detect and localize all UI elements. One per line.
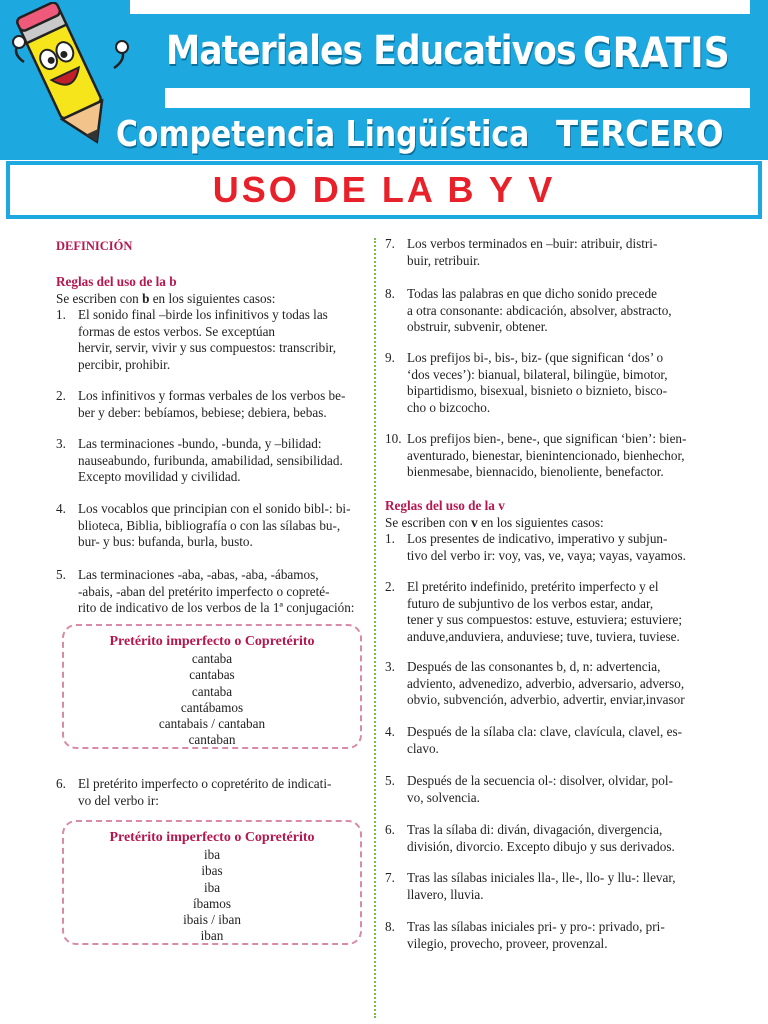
rule-line: Después de la sílaba cla: clave, clavícula, clavel, es- xyxy=(407,724,682,739)
header-grade: TERCERO xyxy=(556,114,724,155)
rule-number: 4. xyxy=(385,724,395,739)
conjugation-form: iba xyxy=(203,847,221,863)
rule-line: futuro de subjuntivo de los verbos estar, andar, xyxy=(407,595,654,611)
conjugation-form: ibais / iban xyxy=(183,912,241,928)
rule-line: llavero, lluvia. xyxy=(407,886,484,902)
rule-text xyxy=(407,236,694,269)
rule-line: vo, solvencia. xyxy=(407,789,480,805)
rule-line: Los vocablos que principian con el sonido bibl-: bi- xyxy=(78,501,351,516)
rule-text xyxy=(78,388,366,421)
conjugation-form: íbamos xyxy=(192,895,232,911)
rule-line: blioteca, Biblia, bibliografía o con las sílabas bu-, xyxy=(78,517,341,533)
rule-line: -abais, -aban del pretérito imperfecto o copreté- xyxy=(78,583,330,599)
rule-line: Tras la sílaba di: diván, divagación, divergencia, xyxy=(407,822,663,837)
rule-text xyxy=(78,436,366,486)
rule-line: aventurado, bienestar, bienintencionado, bienhechor, xyxy=(407,447,685,463)
rule-line: buir, retribuir. xyxy=(407,252,481,268)
rule-number: 6. xyxy=(56,776,66,791)
conjugation-table-cantar xyxy=(62,624,362,749)
rule-number: 10. xyxy=(385,431,402,446)
rule-line: vo del verbo ir: xyxy=(78,792,159,808)
rule-line: tener y sus compuestos: estuve, estuviera; estuviere; xyxy=(407,612,683,628)
rule-line: hervir, servir, vivir y sus compuestos: transcribir, xyxy=(78,340,337,356)
header-title: Materiales Educativos xyxy=(166,28,576,74)
conjugation-form: cantaban xyxy=(188,732,236,748)
conjugation-form: cantaba xyxy=(191,683,233,699)
conjugation-form: iba xyxy=(203,879,221,895)
rule-line: El pretérito imperfecto o copretérito de indicati- xyxy=(78,776,332,791)
conjugation-form: cantábamos xyxy=(180,699,244,715)
conjugation-form: cantabas xyxy=(189,667,235,683)
rule-number: 5. xyxy=(56,567,66,582)
rule-number: 3. xyxy=(56,436,66,451)
rule-text xyxy=(407,350,694,416)
rule-line: Tras las sílabas iniciales pri- y pro-: privado, pri- xyxy=(407,919,665,934)
rule-line: bur- y bus: bufanda, burla, busto. xyxy=(78,534,253,550)
rule-line: obvio, subvención, adverbio, advertir, enviar,invasor xyxy=(407,692,685,708)
banner-stripe-top xyxy=(130,0,750,14)
rule-line: Todas las palabras en que dicho sonido precede xyxy=(407,286,657,301)
rule-number: 2. xyxy=(56,388,66,403)
conjugation-form: cantabais / cantaban xyxy=(158,716,266,732)
rule-number: 7. xyxy=(385,236,395,251)
header-subtitle: Competencia Lingüística xyxy=(116,114,530,155)
rule-text xyxy=(78,776,366,809)
rule-number: 3. xyxy=(385,659,395,674)
rule-text xyxy=(78,501,366,551)
banner-stripe-middle xyxy=(165,88,750,108)
rule-line: Las terminaciones -aba, -abas, -aba, -ábamos, xyxy=(78,567,319,582)
rule-text xyxy=(407,431,694,481)
b-rules-intro: Se escriben con b en los siguientes casos: xyxy=(56,291,276,306)
rule-text xyxy=(407,870,694,903)
rule-text xyxy=(407,773,694,806)
v-rules-heading: Reglas del uso de la v xyxy=(385,498,505,513)
rule-line: percibir, prohibir. xyxy=(78,356,171,372)
rule-text xyxy=(407,531,694,564)
rule-number: 1. xyxy=(385,531,395,546)
rule-text xyxy=(407,724,694,757)
rule-line: Los prefijos bi-, bis-, biz- (que significan ‘dos’ o xyxy=(407,350,664,365)
section-label: DEFINICIÓN xyxy=(56,239,133,253)
pencil-mascot-icon xyxy=(10,2,130,152)
rule-line: Los verbos terminados en –buir: atribuir, distri- xyxy=(407,236,658,251)
rule-line: anduve,anduviera, anduviese; tuve, tuviera, tuviese. xyxy=(407,628,680,644)
rule-line: ber y deber: bebíamos, bebiese; debiera, bebas. xyxy=(78,404,327,420)
rule-text xyxy=(407,659,694,709)
rule-line: Los prefijos bien-, bene-, que significan ‘bien’: bien- xyxy=(407,431,687,446)
column-divider xyxy=(374,238,376,1018)
rule-number: 6. xyxy=(385,822,395,837)
rule-line: formas de estos verbos. Se exceptúan xyxy=(78,323,276,339)
rule-line: bienmesabe, biennacido, bienoliente, benefactor. xyxy=(407,464,664,480)
rule-line: Los infinitivos y formas verbales de los verbos be- xyxy=(78,388,346,403)
rule-line: cho o bizcocho. xyxy=(407,399,491,415)
rule-line: obstruir, subvenir, obtener. xyxy=(407,319,548,335)
conjugation-title: Pretérito imperfecto o Copretérito xyxy=(109,634,315,649)
rule-text xyxy=(78,567,366,617)
rule-line: Después de las consonantes b, d, n: advertencia, xyxy=(407,659,661,674)
rule-line: adviento, advenedizo, adverbio, adversario, adverso, xyxy=(407,675,685,691)
title-box xyxy=(6,161,762,219)
rule-line: Los presentes de indicativo, imperativo y subjun- xyxy=(407,531,668,546)
v-rules-intro: Se escriben con v en los siguientes casos: xyxy=(385,515,604,530)
rule-line: Excepto movilidad y civilidad. xyxy=(78,469,241,485)
conjugation-form: iban xyxy=(200,928,224,944)
rule-line: rito de indicativo de los verbos de la 1ª conjugación: xyxy=(78,600,355,616)
header-badge: GRATIS xyxy=(583,28,730,77)
rule-line: a otra consonante: abdicación, absolver, abstracto, xyxy=(407,302,672,318)
rule-number: 7. xyxy=(385,870,395,885)
rule-number: 9. xyxy=(385,350,395,365)
b-rules-heading: Reglas del uso de la b xyxy=(56,274,177,289)
rule-number: 4. xyxy=(56,501,66,516)
rule-line: clavo. xyxy=(407,740,439,756)
rule-line: división, divorcio. Excepto dibujo y sus derivados. xyxy=(407,838,675,854)
rule-number: 5. xyxy=(385,773,395,788)
rule-text xyxy=(407,286,694,336)
rule-text xyxy=(407,822,694,855)
rule-text xyxy=(407,919,694,952)
conjugation-form: cantaba xyxy=(191,651,233,667)
rule-line: Las terminaciones -bundo, -bunda, y –bilidad: xyxy=(78,436,322,451)
rule-line: vilegio, provecho, proveer, provenzal. xyxy=(407,935,608,951)
rule-line: El pretérito indefinido, pretérito imperfecto y el xyxy=(407,579,659,594)
rule-number: 8. xyxy=(385,919,395,934)
rule-line: nauseabundo, furibunda, amabilidad, sensibilidad. xyxy=(78,452,343,468)
rule-line: tivo del verbo ir: voy, vas, ve, vaya; vayas, vayamos. xyxy=(407,547,686,563)
rule-line: Después de la secuencia ol-: disolver, olvidar, pol- xyxy=(407,773,673,788)
rule-number: 1. xyxy=(56,307,66,322)
rule-line: ‘dos veces’): bianual, bilateral, bilingüe, bimotor, xyxy=(407,366,668,382)
rule-line: bipartidismo, bisexual, bisnieto o biznieto, bisco- xyxy=(407,383,668,399)
rule-text xyxy=(407,579,694,645)
rule-line: Tras las sílabas iniciales lla-, lle-, llo- y llu-: llevar, xyxy=(407,870,676,885)
page-title: USO DE LA B Y V xyxy=(212,169,556,210)
conjugation-form: ibas xyxy=(201,863,223,879)
conjugation-table-ir xyxy=(62,820,362,945)
rule-number: 2. xyxy=(385,579,395,594)
rule-text xyxy=(78,307,366,373)
rule-line: El sonido final –birde los infinitivos y todas las xyxy=(78,307,328,322)
rule-number: 8. xyxy=(385,286,395,301)
conjugation-title: Pretérito imperfecto o Copretérito xyxy=(109,830,315,845)
